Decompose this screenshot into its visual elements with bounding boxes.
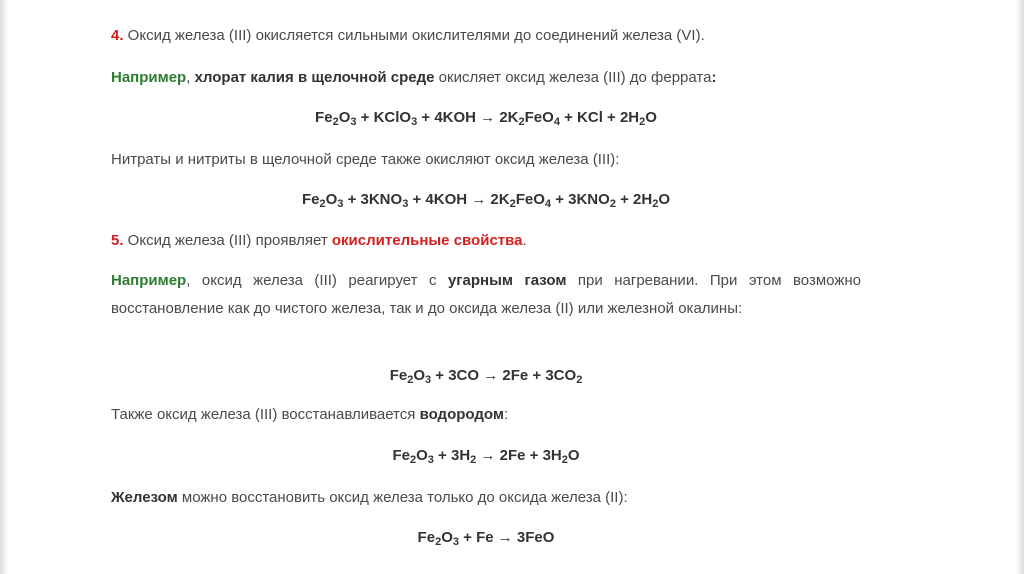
eq-part: O [338,109,351,126]
paragraph-text: Также оксид железа (III) восстанавливается [111,406,420,423]
eq-sub: 2 [435,536,442,548]
paragraph-point-4 [111,22,861,50]
eq-part: Fe [389,367,408,384]
eq-part: O [325,191,338,208]
equation-5 [111,524,861,556]
equation-1 [111,104,861,136]
equation-3 [111,362,861,394]
eq-sub: 3 [452,536,459,548]
eq-part: Fe [315,109,333,126]
eq-part: + 3KNO [551,191,610,208]
reagent-bold: Железом [111,489,178,506]
eq-sub: 4 [553,116,560,128]
eq-part: + 3CO → 2Fe + 3CO [431,367,577,384]
punct: : [503,406,509,423]
paragraph-text: при нагревании. При этом возможно восстановление как до чистого железа, так и до оксида железа (II) или железной окалины: [111,272,861,317]
eq-sub: 2 [652,198,659,210]
eq-part: + 2H [615,191,653,208]
eq-part: O [645,109,657,126]
eq-part: + 4KOH → 2K [408,191,510,208]
eq-sub: 3 [350,116,357,128]
eq-sub: 2 [319,198,326,210]
eq-sub: 3 [337,198,344,210]
reagent-bold: угарным газом [447,272,567,289]
eq-sub: 3 [402,198,409,210]
eq-sub: 3 [411,116,418,128]
eq-part: + Fe → 3FeO [458,529,555,546]
eq-sub: 2 [332,116,339,128]
eq-sub: 4 [544,198,552,210]
eq-sub: 2 [561,454,568,466]
eq-sub: 3 [425,374,432,386]
point-number: 4. [111,27,124,44]
punct: . [522,232,527,249]
eq-part: → 2Fe + 3H [476,447,562,464]
paragraph-nitrates [111,146,861,174]
eq-part: O [413,367,425,384]
eq-part: O [416,447,428,464]
paragraph-text: можно восстановить оксид железа только до оксида железа (II): [177,489,628,506]
punct: , [186,69,195,86]
eq-sub: 3 [427,454,434,466]
eq-part: O [441,529,453,546]
equation-4 [111,442,861,474]
eq-part: + KCl + 2H [559,109,640,126]
punct: : [711,69,717,86]
paragraph-point-5 [111,227,861,255]
eq-sub: 2 [407,374,414,386]
eq-part: FeO [515,191,545,208]
eq-part: Fe [417,529,436,546]
point-number: 5. [111,232,124,249]
eq-sub: 2 [409,454,417,466]
equation-2 [111,186,861,218]
example-label: Например [111,69,187,86]
eq-sub: 2 [509,198,516,210]
example-label: Например [111,272,187,289]
eq-part: + 3H [433,447,471,464]
eq-sub: 2 [518,116,525,128]
paragraph-example-co [111,267,861,323]
reagent-bold: хлорат калия в щелочной среде [194,69,435,86]
eq-sub: 2 [609,198,616,210]
slide-edge-right [1016,0,1024,574]
paragraph-hydrogen [111,401,861,429]
reagent-bold: водородом [419,406,504,423]
slide-edge-left [0,0,8,574]
paragraph-text: , оксид железа (III) реагирует с [186,272,448,289]
eq-part: O [567,447,580,464]
eq-part: + KClO [356,109,412,126]
eq-sub: 2 [576,374,583,386]
paragraph-text: Оксид железа (III) окисляется сильными окислителями до соединений железа (VI). [123,27,705,44]
eq-sub: 2 [639,116,646,128]
eq-part: + 4KOH → 2K [417,109,519,126]
eq-part: + 3KNO [343,191,403,208]
eq-part: FeO [524,109,554,126]
eq-part: O [658,191,671,208]
paragraph-text: Нитраты и нитриты в щелочной среде также окисляют оксид железа (III): [111,151,620,168]
paragraph-text: Оксид железа (III) проявляет [123,232,332,249]
eq-part: Fe [392,447,410,464]
eq-sub: 2 [470,454,477,466]
eq-part: Fe [301,191,320,208]
paragraph-iron [111,484,861,512]
paragraph-example-chlorate [111,64,861,92]
paragraph-text: окисляет оксид железа (III) до феррата [434,69,712,86]
highlight-red: окислительные свойства [331,232,523,249]
